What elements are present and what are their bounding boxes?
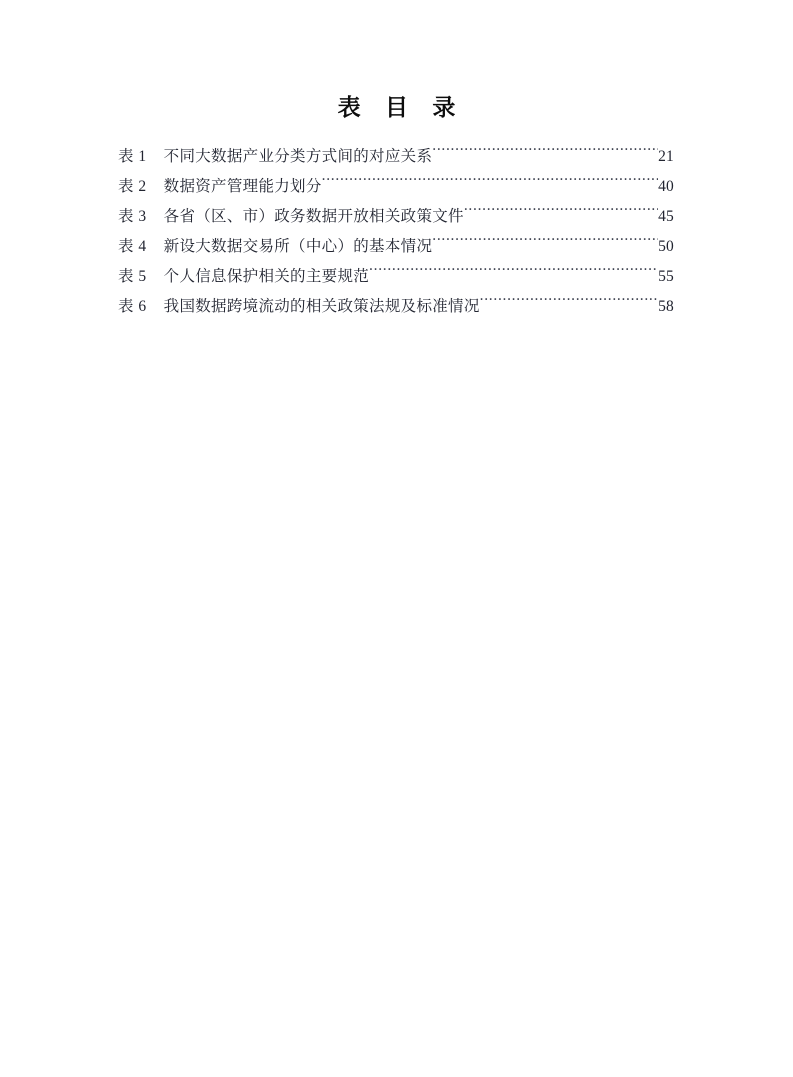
toc-entry-title: 个人信息保护相关的主要规范 xyxy=(163,268,370,285)
toc-entry-page-number: 55 xyxy=(658,268,674,285)
table-of-tables-list xyxy=(118,142,674,322)
toc-entry[interactable] xyxy=(118,292,674,322)
toc-leader-dots xyxy=(369,266,658,282)
toc-entry[interactable] xyxy=(118,262,674,292)
toc-leader-dots xyxy=(480,296,658,312)
toc-entry-label: 表 5 xyxy=(118,268,147,285)
toc-entry-page-number: 40 xyxy=(658,178,674,195)
toc-entry-title: 不同大数据产业分类方式间的对应关系 xyxy=(163,148,433,165)
page-title: 表 目 录 xyxy=(337,94,465,120)
toc-entry[interactable] xyxy=(118,172,674,202)
toc-leader-dots xyxy=(464,206,658,222)
toc-entry-page-number: 21 xyxy=(658,148,674,165)
toc-entry[interactable] xyxy=(118,202,674,232)
toc-entry-label: 表 2 xyxy=(118,178,147,195)
toc-entry-page-number: 50 xyxy=(658,238,674,255)
toc-entry-label: 表 1 xyxy=(118,148,147,165)
toc-entry-page-number: 58 xyxy=(658,298,674,315)
toc-leader-dots xyxy=(432,146,658,162)
toc-entry-label: 表 3 xyxy=(118,208,147,225)
toc-leader-dots xyxy=(322,176,658,192)
toc-entry-page-number: 45 xyxy=(658,208,674,225)
toc-leader-dots xyxy=(432,236,658,252)
toc-entry[interactable] xyxy=(118,142,674,172)
toc-entry-title: 各省（区、市）政务数据开放相关政策文件 xyxy=(163,208,464,225)
toc-entry-title: 我国数据跨境流动的相关政策法规及标准情况 xyxy=(163,298,480,315)
toc-entry-title: 新设大数据交易所（中心）的基本情况 xyxy=(163,238,433,255)
toc-entry-title: 数据资产管理能力划分 xyxy=(163,178,322,195)
toc-entry-label: 表 6 xyxy=(118,298,147,315)
toc-entry[interactable] xyxy=(118,232,674,262)
toc-entry-label: 表 4 xyxy=(118,238,147,255)
